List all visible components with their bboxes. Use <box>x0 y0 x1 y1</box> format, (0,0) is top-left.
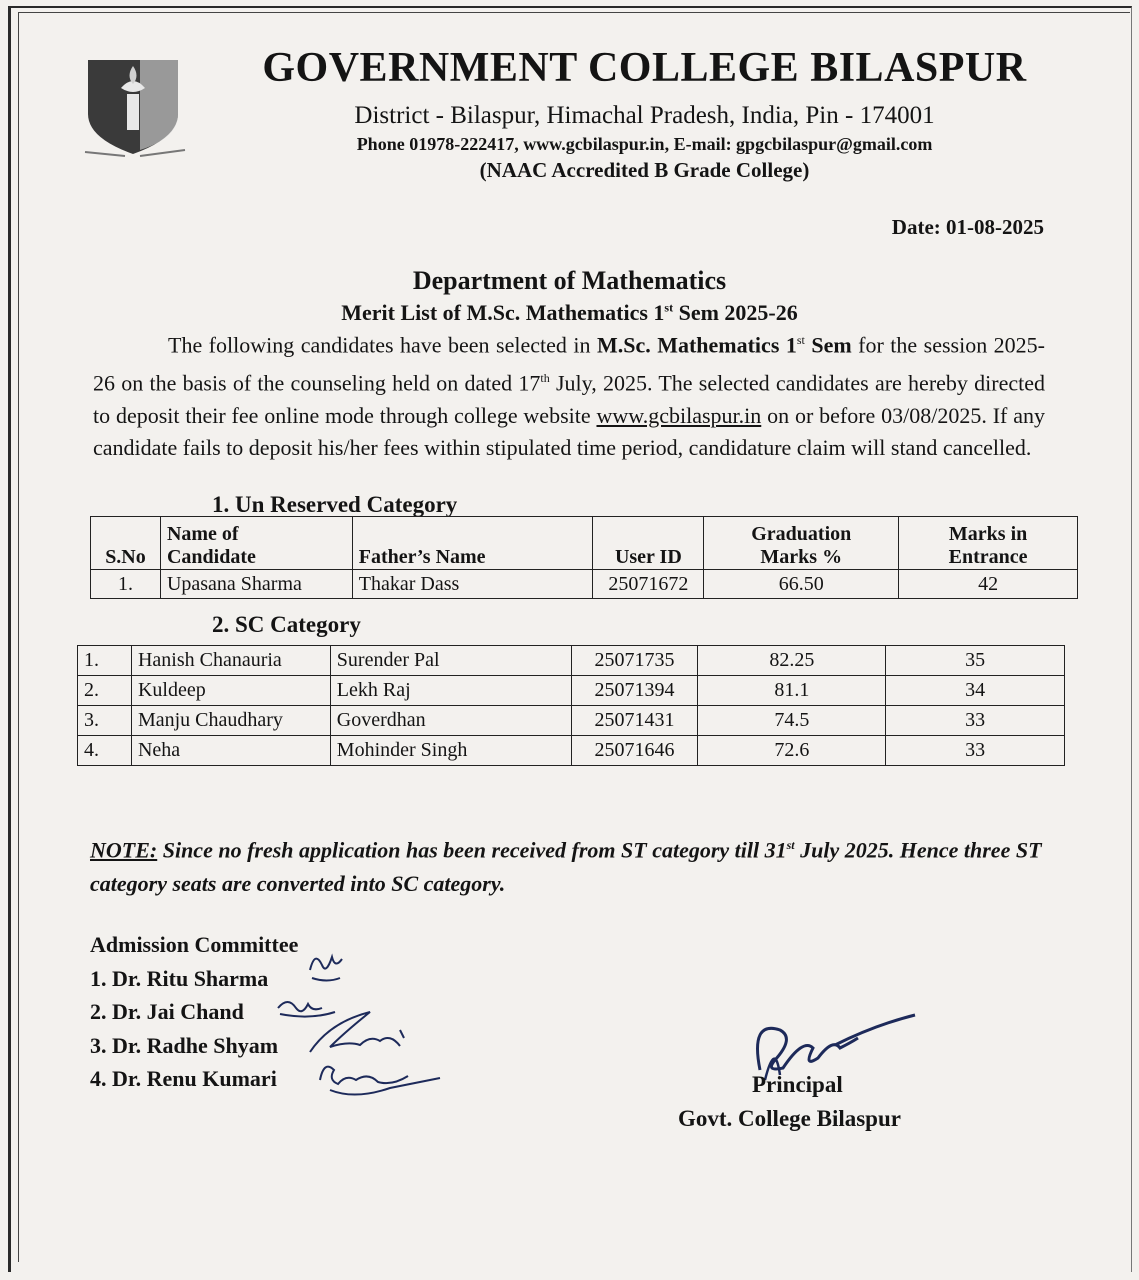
header-ent-line2: Entrance <box>948 546 1028 568</box>
cell-grad: 72.6 <box>698 736 886 766</box>
cell-name: Manju Chaudhary <box>131 706 330 736</box>
table-row <box>78 646 1065 676</box>
accreditation: (NAAC Accredited B Grade College) <box>479 158 810 182</box>
para-sup: th <box>540 370 550 385</box>
cell-userid: 25071394 <box>571 676 698 706</box>
cell-sno: 1. <box>91 570 161 599</box>
cell-name: Kuldeep <box>131 676 330 706</box>
college-address: District - Bilaspur, Himachal Pradesh, India, Pin - 174001 <box>354 102 935 129</box>
note-text: Since no fresh application has been received from ST category till 31 <box>157 837 787 863</box>
committee-member: 3. Dr. Radhe Shyam <box>90 1032 279 1058</box>
cell-entrance: 33 <box>886 706 1065 736</box>
para-text: on or before 03/08/2025. If any candidate fails to deposit his/her fees within stipulated time period, candidature claim will stand cancelled. <box>93 402 1045 461</box>
para-text: for the session 2025-26 on the basis of the counseling held on dated 17 <box>93 332 1046 396</box>
note <box>90 828 1050 901</box>
principal-title: Principal <box>752 1072 843 1097</box>
header-father: Father’s Name <box>352 517 593 570</box>
department-title: Department of Mathematics <box>412 266 727 295</box>
cell-entrance: 35 <box>886 646 1065 676</box>
header-entrance <box>899 517 1078 570</box>
header-grad <box>704 517 899 570</box>
cell-grad: 74.5 <box>698 706 886 736</box>
note-sup: st <box>786 838 795 852</box>
document-date: Date: 01-08-2025 <box>891 215 1044 239</box>
committee-member: 2. Dr. Jai Chand <box>90 999 244 1024</box>
committee-member: 4. Dr. Renu Kumari <box>90 1066 277 1091</box>
cell-father: Thakar Dass <box>352 570 593 599</box>
unreserved-table <box>90 516 1078 599</box>
table-row <box>78 736 1065 766</box>
note-label: NOTE: <box>90 837 158 863</box>
para-sem: Sem <box>804 332 852 358</box>
table-row <box>78 706 1065 736</box>
committee-title: Admission Committee <box>90 932 299 957</box>
sc-table <box>77 645 1065 766</box>
intro-paragraph <box>93 324 1045 465</box>
cell-father: Surender Pal <box>330 646 571 676</box>
cell-userid: 25071431 <box>571 706 698 736</box>
header-name-line2: Candidate <box>166 546 256 568</box>
cell-father: Mohinder Singh <box>330 736 571 766</box>
cell-grad: 66.50 <box>704 570 899 599</box>
committee-signatures <box>270 940 470 1110</box>
para-course: M.Sc. Mathematics 1 <box>596 332 797 358</box>
para-sup: st <box>796 333 805 347</box>
header-userid: User ID <box>593 517 704 570</box>
principal-org: Govt. College Bilaspur <box>678 1106 901 1131</box>
college-contact: Phone 01978-222417, www.gcbilaspur.in, E-mail: gpgcbilaspur@gmail.com <box>356 134 933 154</box>
category-heading-sc: 2. SC Category <box>212 612 361 637</box>
merit-title-text: Merit List of M.Sc. Mathematics 1 <box>341 300 665 325</box>
header-sno: S.No <box>91 517 161 570</box>
college-name: GOVERNMENT COLLEGE BILASPUR <box>262 45 1027 91</box>
category-heading-unreserved: 1. Un Reserved Category <box>212 492 458 517</box>
para-text: July, 2025. The selected candidates are hereby directed to deposit their fee online mode through college website <box>93 370 1046 428</box>
cell-entrance: 42 <box>899 570 1078 599</box>
table-row <box>91 570 1078 599</box>
cell-entrance: 34 <box>886 676 1065 706</box>
note-text-end: July 2025. Hence three ST category seats are converted into SC category. <box>90 837 1042 897</box>
cell-userid: 25071672 <box>593 570 704 599</box>
merit-title-text-end: Sem 2025-26 <box>673 300 798 325</box>
cell-name: Hanish Chanauria <box>131 646 330 676</box>
merit-title-sup: st <box>664 300 674 315</box>
website-link[interactable]: www.gcbilaspur.in <box>596 402 762 428</box>
merit-list-title <box>0 300 1139 326</box>
cell-name: Upasana Sharma <box>160 570 352 599</box>
header-ent-line1: Marks in <box>948 523 1028 545</box>
cell-userid: 25071646 <box>571 736 698 766</box>
table-row <box>78 676 1065 706</box>
header-name <box>160 517 352 570</box>
cell-sno: 4. <box>78 736 132 766</box>
cell-sno: 3. <box>78 706 132 736</box>
table-header-row <box>91 517 1078 570</box>
cell-name: Neha <box>131 736 330 766</box>
para-text: The following candidates have been selected in <box>168 332 597 358</box>
cell-sno: 1. <box>78 646 132 676</box>
committee-member: 1. Dr. Ritu Sharma <box>90 965 269 991</box>
header-name-line1: Name of <box>166 523 239 545</box>
cell-sno: 2. <box>78 676 132 706</box>
header-grad-line1: Graduation <box>751 523 852 545</box>
cell-grad: 81.1 <box>698 676 886 706</box>
cell-userid: 25071735 <box>571 646 698 676</box>
cell-entrance: 33 <box>886 736 1065 766</box>
cell-grad: 82.25 <box>698 646 886 676</box>
admission-committee <box>90 928 298 1096</box>
cell-father: Goverdhan <box>330 706 571 736</box>
cell-father: Lekh Raj <box>330 676 571 706</box>
header-grad-line2: Marks % <box>760 546 843 568</box>
